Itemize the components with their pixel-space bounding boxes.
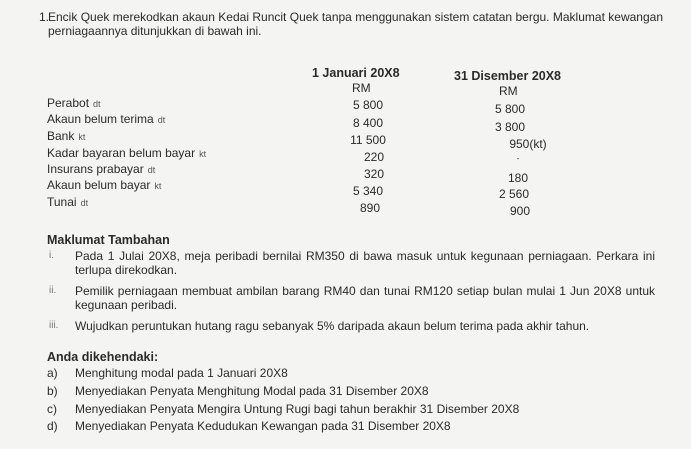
task-item — [47, 402, 519, 416]
task-item — [47, 366, 288, 380]
row-value-jan: 5 800 — [352, 98, 384, 112]
column-unit-dec: RM — [499, 84, 518, 98]
row-label-bank: Bank kt — [47, 129, 86, 143]
row-mark: dt — [80, 198, 89, 208]
note-item — [49, 319, 655, 333]
task-text: Menyediakan Penyata Menghitung Modal pada 31 Disember 20X8 — [75, 384, 429, 398]
row-value-dec: 3 800 — [494, 120, 526, 134]
row-value-jan: 8 400 — [352, 116, 384, 130]
note-item — [49, 249, 655, 277]
question-number: 1. — [39, 10, 50, 24]
note-text: Wujudkan peruntukan hutang ragu sebanyak 5% daripada akaun belum terima pada akhir tahun. — [75, 319, 590, 333]
column-unit-jan: RM — [352, 81, 371, 95]
note-text: Pada 1 Julai 20X8, meja peribadi bernilai RM350 di bawa masuk untuk kegunaan perniagaan. Perkara ini terlupa direkodkan. — [75, 249, 655, 277]
row-value-jan: 890 — [359, 201, 381, 215]
task-letter: c) — [47, 402, 57, 416]
row-value-dec: 900 — [509, 204, 531, 218]
note-item — [49, 284, 655, 312]
task-item — [47, 384, 429, 398]
task-item — [47, 419, 451, 433]
task-text: Menyediakan Penyata Mengira Untung Rugi bagi tahun berakhir 31 Disember 20X8 — [75, 402, 520, 416]
row-mark: kt — [154, 181, 162, 191]
row-value-dec: - — [516, 154, 520, 163]
task-letter: b) — [47, 384, 58, 398]
row-mark: kt — [199, 149, 207, 159]
row-value-jan: 320 — [363, 167, 385, 181]
note-text: Pemilik perniagaan membuat ambilan barang RM40 dan tunai RM120 setiap bulan mulai 1 Jun 20X8 untuk kegunaan peribadi. — [75, 284, 655, 312]
question-intro — [39, 10, 663, 38]
row-value-dec: 2 560 — [498, 187, 530, 201]
row-mark: dt — [147, 165, 156, 175]
task-text: Menyediakan Penyata Kedudukan Kewangan pada 31 Disember 20X8 — [75, 419, 451, 433]
row-label-tunai: Tunai dt — [47, 195, 89, 209]
column-header-jan: 1 Januari 20X8 — [312, 66, 400, 80]
note-numeral: i. — [49, 250, 54, 261]
section-title-tasks: Anda dikehendaki: — [47, 350, 159, 364]
question-intro-text: Encik Quek merekodkan akaun Kedai Runcit Quek tanpa menggunakan sistem catatan bergu. Maklumat kewangan perniagaannya ditunjukkan di bawah ini. — [48, 10, 663, 38]
row-value-dec: 5 800 — [494, 102, 526, 116]
row-value-jan: 5 340 — [352, 184, 384, 198]
row-value-dec: 950(kt) — [509, 137, 547, 151]
note-numeral: ii. — [49, 285, 57, 296]
row-mark: dt — [93, 99, 101, 109]
row-value-jan: 11 500 — [350, 133, 386, 147]
column-header-dec: 31 Disember 20X8 — [454, 69, 562, 83]
row-label-perabot: Perabot dt — [47, 96, 101, 110]
task-text: Menghitung modal pada 1 Januari 20X8 — [75, 366, 288, 380]
row-mark: dt — [157, 115, 166, 125]
row-mark: kt — [78, 132, 86, 142]
note-numeral: iii. — [49, 320, 59, 331]
row-label-kadar-bayaran: Kadar bayaran belum bayar kt — [47, 146, 207, 160]
row-value-jan: 220 — [363, 150, 385, 164]
task-letter: d) — [47, 419, 58, 433]
row-label-akaun-belum-bayar: Akaun belum bayar kt — [47, 178, 162, 192]
row-label-akaun-belum-terima: Akaun belum terima dt — [47, 112, 166, 126]
row-label-insurans-prabayar: Insurans prabayar dt — [47, 162, 156, 176]
row-value-dec: 180 — [507, 171, 529, 185]
task-letter: a) — [47, 366, 58, 380]
section-title-maklumat: Maklumat Tambahan — [47, 233, 170, 247]
